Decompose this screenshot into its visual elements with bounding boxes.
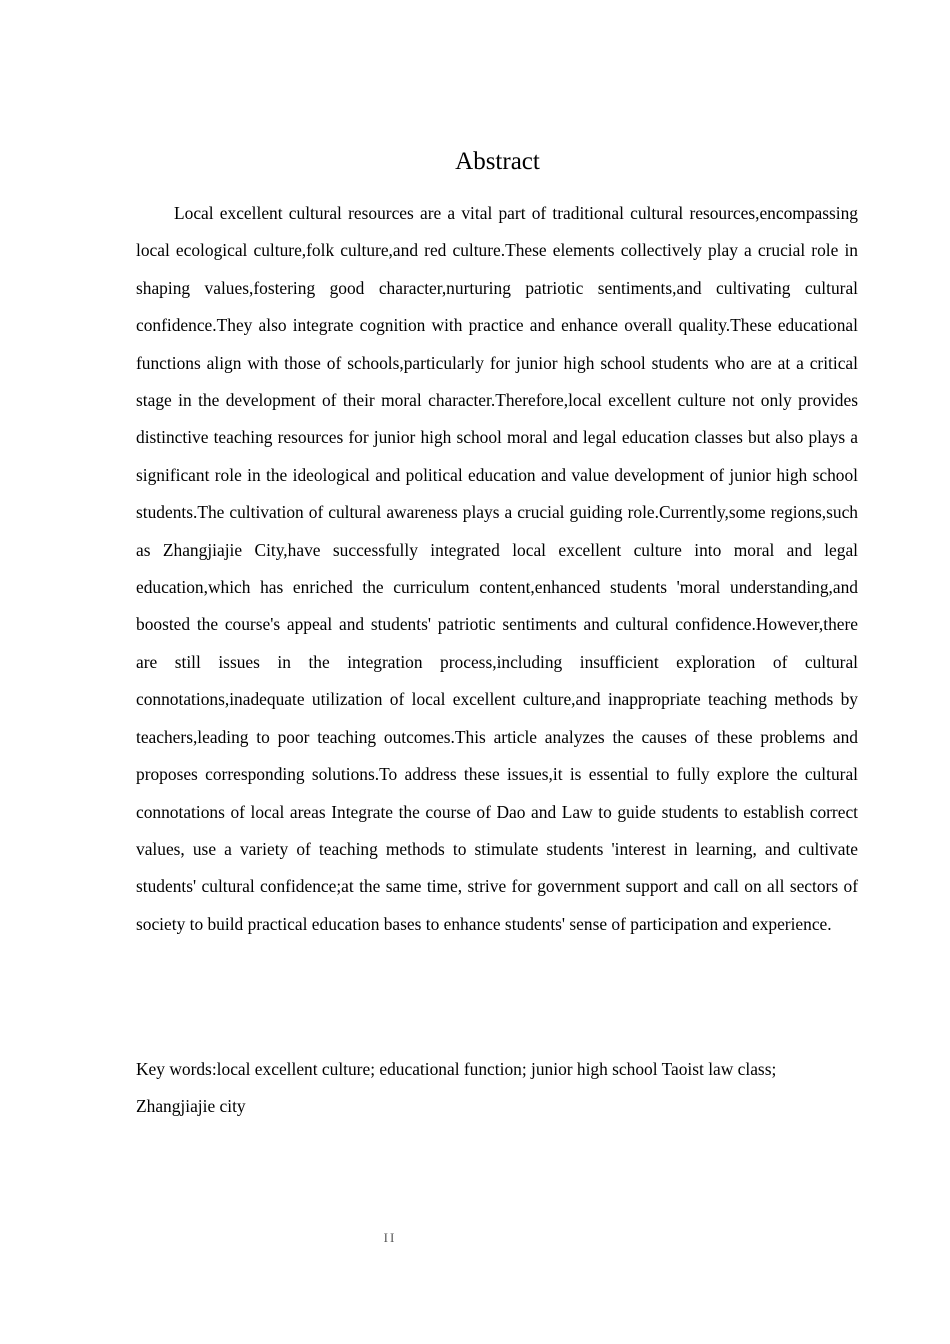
- abstract-body: Local excellent cultural resources are a vital part of traditional cultural resources,encompassing local ecological culture,folk culture,and red culture.These elements collectively play a crucial role in shaping values,fostering good character,nurturing patriotic sentiments,and cultivating cultural confidence.They also integrate cognition with practice and enhance overall quality.These educational functions align with those of schools,particularly for junior high school students who are at a critical stage in the development of their moral character.Therefore,local excellent culture not only provides distinctive teaching resources for junior high school moral and legal education classes but also plays a significant role in the ideological and political education and value development of junior high school students.The cultivation of cultural awareness plays a crucial guiding role.Currently,some regions,such as Zhangjiajie City,have successfully integrated local excellent culture into moral and legal education,which has enriched the curriculum content,enhanced students 'moral understanding,and boosted the course's appeal and students' patriotic sentiments and cultural confidence.However,there are still issues in the integration process,including insufficient exploration of cultural connotations,inadequate utilization of local excellent culture,and inappropriate teaching methods by teachers,leading to poor teaching outcomes.This article analyzes the causes of these problems and proposes corresponding solutions.To address these issues,it is essential to fully explore the cultural connotations of local areas Integrate the course of Dao and Law to guide students to establish correct values, use a variety of teaching methods to stimulate students 'interest in learning, and cultivate students' cultural confidence;at the same time, strive for government support and call on all sectors of society to build practical education bases to enhance students' sense of participation and experience.: [136, 203, 858, 934]
- keywords-line: Key words:local excellent culture; educational function; junior high school Taoist law class; Zhangjiajie city: [136, 1059, 777, 1117]
- abstract-title: Abstract: [455, 148, 540, 175]
- page-number: II: [383, 1230, 397, 1245]
